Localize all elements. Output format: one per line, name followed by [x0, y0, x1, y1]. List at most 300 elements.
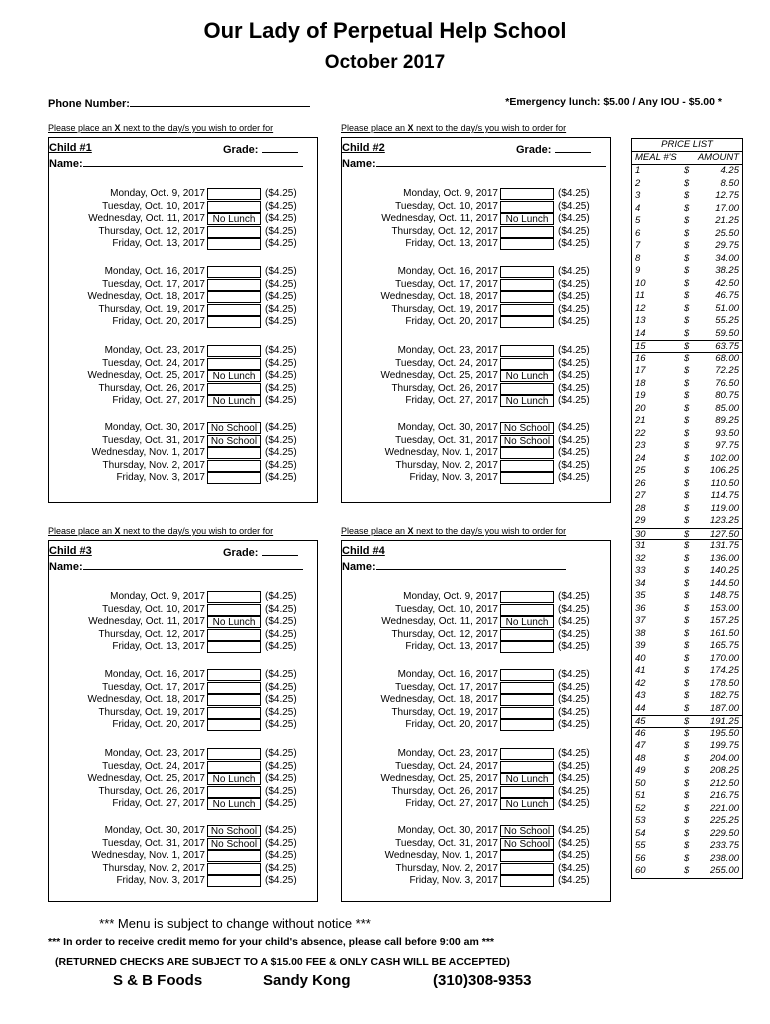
order-checkbox[interactable]	[500, 707, 554, 719]
order-day-row	[342, 694, 610, 707]
meal-amount: 178.50	[709, 677, 739, 689]
order-checkbox[interactable]	[207, 238, 261, 250]
meal-count: 46	[635, 727, 646, 739]
name-line[interactable]	[376, 156, 606, 167]
meal-count: 17	[635, 365, 646, 376]
name-field[interactable]	[49, 156, 303, 170]
order-checkbox[interactable]: No School	[500, 422, 554, 434]
currency-symbol: $	[684, 190, 690, 201]
meal-count: 34	[635, 577, 646, 589]
day-date: Thursday, Nov. 2, 2017	[395, 459, 498, 471]
meal-amount: 148.75	[709, 590, 739, 601]
meal-count: 38	[635, 627, 646, 639]
price-row	[632, 265, 742, 278]
company-name: S & B Foods	[113, 972, 203, 989]
order-checkbox[interactable]: No School	[207, 838, 261, 850]
day-price: ($4.25)	[558, 395, 590, 407]
day-date: Wednesday, Oct. 25, 2017	[87, 773, 205, 785]
order-checkbox[interactable]: No Lunch	[500, 773, 554, 785]
day-price: ($4.25)	[265, 422, 297, 433]
order-day-row	[49, 395, 317, 408]
order-checkbox[interactable]	[500, 358, 554, 370]
day-price: ($4.25)	[558, 798, 590, 810]
currency-symbol: $	[684, 802, 690, 814]
order-checkbox[interactable]: No Lunch	[207, 798, 261, 810]
meal-count: 20	[635, 402, 646, 414]
order-checkbox[interactable]: No School	[207, 435, 261, 447]
phone-number-line[interactable]	[130, 96, 310, 107]
order-checkbox[interactable]	[500, 669, 554, 681]
order-checkbox[interactable]	[500, 345, 554, 357]
meal-amount: 170.00	[709, 652, 739, 664]
currency-symbol: $	[684, 515, 690, 526]
order-day-row	[342, 850, 610, 863]
meal-count: 33	[635, 565, 646, 576]
meal-amount: 38.25	[715, 265, 739, 276]
price-row	[632, 240, 742, 253]
day-date: Friday, Oct. 20, 2017	[112, 316, 205, 328]
order-checkbox[interactable]	[207, 447, 261, 459]
day-price: ($4.25)	[265, 225, 297, 237]
page-title: Our Lady of Perpetual Help School	[203, 18, 567, 43]
price-row	[632, 228, 742, 241]
order-checkbox[interactable]	[207, 226, 261, 238]
currency-symbol: $	[684, 177, 690, 189]
order-checkbox[interactable]	[207, 682, 261, 694]
meal-amount: 42.50	[715, 277, 739, 289]
day-date: Thursday, Oct. 26, 2017	[98, 785, 205, 797]
currency-symbol: $	[684, 227, 690, 239]
meal-count: 35	[635, 590, 646, 601]
order-checkbox[interactable]	[500, 748, 554, 760]
order-checkbox[interactable]	[207, 669, 261, 681]
grade-field[interactable]	[223, 142, 298, 156]
meal-count: 56	[635, 852, 646, 864]
order-checkbox[interactable]: No Lunch	[207, 616, 261, 628]
price-row	[632, 640, 742, 653]
meal-amount: 131.75	[709, 540, 739, 551]
order-checkbox[interactable]	[207, 850, 261, 862]
grade-label: Grade:	[223, 144, 259, 156]
currency-symbol: $	[684, 402, 690, 414]
meal-amount: 221.00	[709, 802, 739, 814]
meal-count: 4	[635, 202, 641, 214]
name-field[interactable]	[342, 156, 606, 170]
meal-count: 25	[635, 465, 646, 476]
day-price: ($4.25)	[265, 616, 297, 628]
day-date: Wednesday, Oct. 11, 2017	[88, 213, 205, 225]
grade-line[interactable]	[262, 545, 298, 556]
order-day-row	[49, 266, 317, 279]
meal-count: 51	[635, 790, 646, 801]
price-row	[632, 528, 742, 541]
meal-amount: 29.75	[715, 240, 739, 251]
order-checkbox[interactable]	[207, 875, 261, 887]
order-checkbox[interactable]: No School	[500, 838, 554, 850]
order-checkbox[interactable]	[500, 279, 554, 291]
order-checkbox[interactable]	[500, 266, 554, 278]
child-heading: Child #4	[342, 545, 385, 557]
meal-count: 29	[635, 515, 646, 526]
name-field[interactable]	[342, 559, 566, 573]
order-checkbox[interactable]	[500, 641, 554, 653]
order-checkbox[interactable]	[500, 472, 554, 484]
order-day-row	[342, 591, 610, 604]
order-checkbox[interactable]: No School	[207, 825, 261, 837]
meal-amount: 174.25	[709, 665, 739, 676]
order-checkbox[interactable]	[500, 694, 554, 706]
day-date: Tuesday, Oct. 10, 2017	[395, 603, 498, 615]
order-checkbox[interactable]	[500, 383, 554, 395]
day-date: Thursday, Oct. 19, 2017	[391, 706, 498, 718]
currency-symbol: $	[684, 577, 690, 589]
day-date: Wednesday, Oct. 25, 2017	[380, 370, 498, 382]
order-checkbox[interactable]	[207, 786, 261, 798]
order-day-row	[49, 748, 317, 761]
day-date: Tuesday, Oct. 17, 2017	[102, 681, 205, 693]
order-day-row	[49, 279, 317, 292]
currency-symbol: $	[684, 690, 690, 701]
order-day-row	[342, 825, 610, 838]
price-row	[632, 690, 742, 703]
order-checkbox[interactable]	[207, 694, 261, 706]
price-row	[632, 815, 742, 828]
meals-column-header: MEAL #'S	[635, 152, 677, 163]
order-checkbox[interactable]	[207, 719, 261, 731]
order-day-row	[49, 604, 317, 617]
order-day-row	[49, 629, 317, 642]
price-row	[632, 865, 742, 878]
day-date: Monday, Oct. 30, 2017	[397, 422, 498, 433]
order-checkbox[interactable]	[207, 460, 261, 472]
order-checkbox[interactable]	[207, 707, 261, 719]
day-price: ($4.25)	[265, 447, 297, 459]
order-day-row	[49, 641, 317, 654]
order-checkbox[interactable]	[500, 682, 554, 694]
order-checkbox[interactable]: No Lunch	[500, 798, 554, 810]
day-price: ($4.25)	[558, 370, 590, 382]
currency-symbol: $	[684, 365, 690, 376]
order-checkbox[interactable]	[207, 383, 261, 395]
meal-count: 43	[635, 690, 646, 701]
order-checkbox[interactable]: No School	[500, 825, 554, 837]
order-checkbox[interactable]	[500, 316, 554, 328]
day-date: Friday, Nov. 3, 2017	[116, 875, 205, 887]
order-day-row	[342, 838, 610, 851]
grade-line[interactable]	[262, 142, 298, 153]
order-checkbox[interactable]	[207, 748, 261, 760]
phone-number-field[interactable]	[48, 96, 310, 110]
meal-amount: 161.50	[709, 627, 739, 639]
order-checkbox[interactable]	[207, 266, 261, 278]
order-checkbox[interactable]: No Lunch	[500, 370, 554, 382]
price-row	[632, 290, 742, 303]
meal-amount: 89.25	[715, 415, 739, 426]
meal-amount: 76.50	[715, 377, 739, 389]
order-checkbox[interactable]	[500, 201, 554, 213]
meal-count: 55	[635, 840, 646, 851]
day-date: Monday, Oct. 23, 2017	[104, 345, 205, 356]
meal-count: 10	[635, 277, 646, 289]
order-checkbox[interactable]	[500, 591, 554, 603]
meal-count: 54	[635, 827, 646, 839]
meal-count: 5	[635, 215, 641, 226]
price-row	[632, 853, 742, 866]
order-checkbox[interactable]	[207, 279, 261, 291]
order-checkbox[interactable]: No School	[500, 435, 554, 447]
currency-symbol: $	[684, 615, 690, 626]
day-date: Tuesday, Oct. 24, 2017	[395, 357, 498, 369]
price-row	[632, 540, 742, 553]
day-date: Friday, Oct. 27, 2017	[112, 395, 205, 407]
order-day-row	[49, 591, 317, 604]
meal-amount: 225.25	[709, 815, 739, 826]
meal-count: 52	[635, 802, 646, 814]
order-day-row	[342, 641, 610, 654]
meal-amount: 63.75	[715, 341, 739, 352]
meal-amount: 114.75	[710, 490, 739, 501]
day-date: Thursday, Nov. 2, 2017	[102, 459, 205, 471]
meal-count: 39	[635, 640, 646, 651]
order-checkbox[interactable]	[207, 345, 261, 357]
grade-field[interactable]	[223, 545, 298, 559]
grade-field[interactable]	[516, 142, 591, 156]
currency-symbol: $	[684, 215, 690, 226]
day-price: ($4.25)	[265, 719, 297, 731]
currency-symbol: $	[684, 240, 690, 251]
meal-amount: 59.50	[715, 327, 739, 339]
phone-label: Phone Number:	[48, 98, 130, 110]
name-label: Name:	[342, 561, 376, 573]
page-subtitle: October 2017	[324, 52, 446, 73]
currency-symbol: $	[684, 665, 690, 676]
day-date: Monday, Oct. 23, 2017	[104, 748, 205, 759]
order-checkbox[interactable]	[500, 188, 554, 200]
order-checkbox[interactable]	[500, 447, 554, 459]
meal-amount: 102.00	[709, 452, 739, 464]
meal-amount: 119.00	[710, 502, 739, 514]
meal-amount: 97.75	[715, 440, 739, 451]
order-day-row	[49, 291, 317, 304]
meal-count: 2	[635, 177, 641, 189]
order-checkbox[interactable]	[207, 472, 261, 484]
day-date: Thursday, Oct. 26, 2017	[391, 785, 498, 797]
order-day-row	[342, 472, 610, 485]
price-list-rows	[632, 165, 742, 878]
day-date: Monday, Oct. 23, 2017	[397, 748, 498, 759]
order-checkbox[interactable]	[500, 850, 554, 862]
price-row	[632, 590, 742, 603]
currency-symbol: $	[684, 265, 690, 276]
day-date: Monday, Oct. 9, 2017	[110, 591, 205, 602]
order-day-row	[49, 875, 317, 888]
day-date: Thursday, Oct. 12, 2017	[391, 628, 498, 640]
order-day-row	[49, 838, 317, 851]
order-checkbox[interactable]	[207, 201, 261, 213]
day-price: ($4.25)	[558, 238, 590, 250]
day-date: Tuesday, Oct. 10, 2017	[395, 200, 498, 212]
day-price: ($4.25)	[558, 748, 590, 759]
price-row	[632, 553, 742, 566]
name-field[interactable]	[49, 559, 303, 573]
currency-symbol: $	[684, 727, 690, 739]
order-day-row	[49, 316, 317, 329]
meal-count: 48	[635, 752, 646, 764]
order-day-row	[342, 304, 610, 317]
order-checkbox[interactable]	[207, 591, 261, 603]
day-date: Tuesday, Oct. 31, 2017	[395, 837, 498, 849]
day-price: ($4.25)	[265, 641, 297, 653]
order-day-row	[342, 291, 610, 304]
day-price: ($4.25)	[558, 641, 590, 653]
order-checkbox[interactable]	[207, 304, 261, 316]
day-price: ($4.25)	[265, 395, 297, 407]
day-price: ($4.25)	[558, 213, 590, 225]
day-date: Friday, Oct. 20, 2017	[405, 719, 498, 731]
order-checkbox[interactable]	[207, 863, 261, 875]
day-date: Thursday, Oct. 19, 2017	[98, 303, 205, 315]
instruction-text: Please place an X next to the day/s you wish to order for	[48, 526, 274, 536]
name-line[interactable]	[83, 559, 303, 570]
order-day-row	[342, 669, 610, 682]
day-date: Monday, Oct. 30, 2017	[397, 825, 498, 836]
order-day-row	[49, 201, 317, 214]
currency-symbol: $	[684, 302, 690, 314]
order-checkbox[interactable]	[500, 629, 554, 641]
order-day-row	[342, 395, 610, 408]
meal-count: 42	[635, 677, 646, 689]
day-price: ($4.25)	[265, 459, 297, 471]
currency-symbol: $	[684, 590, 690, 601]
order-day-row	[342, 604, 610, 617]
meal-count: 37	[635, 615, 646, 626]
order-checkbox[interactable]	[207, 188, 261, 200]
order-checkbox[interactable]	[207, 629, 261, 641]
day-price: ($4.25)	[558, 706, 590, 718]
meal-count: 11	[635, 290, 645, 301]
day-price: ($4.25)	[265, 370, 297, 382]
contact-name: Sandy Kong	[263, 972, 351, 989]
instruction-text: Please place an X next to the day/s you wish to order for	[341, 123, 567, 133]
meal-count: 26	[635, 477, 646, 489]
order-day-row	[342, 616, 610, 629]
grade-line[interactable]	[555, 142, 591, 153]
order-day-row	[49, 383, 317, 396]
day-date: Wednesday, Nov. 1, 2017	[384, 850, 498, 862]
name-label: Name:	[342, 158, 376, 170]
order-checkbox[interactable]	[207, 604, 261, 616]
meal-count: 53	[635, 815, 646, 826]
order-checkbox[interactable]	[500, 291, 554, 303]
order-checkbox[interactable]	[207, 316, 261, 328]
order-checkbox[interactable]: No Lunch	[500, 616, 554, 628]
price-row	[632, 253, 742, 266]
order-checkbox[interactable]	[500, 875, 554, 887]
order-checkbox[interactable]: No Lunch	[207, 773, 261, 785]
child-heading: Child #2	[342, 142, 385, 154]
day-date: Tuesday, Oct. 10, 2017	[102, 603, 205, 615]
currency-symbol: $	[684, 528, 690, 540]
price-row	[632, 440, 742, 453]
meal-amount: 21.25	[715, 215, 739, 226]
order-checkbox[interactable]	[207, 641, 261, 653]
order-checkbox[interactable]	[207, 358, 261, 370]
price-row	[632, 215, 742, 228]
meal-amount: 68.00	[715, 352, 739, 364]
day-price: ($4.25)	[265, 825, 297, 836]
price-row	[632, 428, 742, 441]
currency-symbol: $	[684, 827, 690, 839]
price-list	[631, 138, 743, 879]
day-date: Tuesday, Oct. 31, 2017	[102, 434, 205, 446]
day-date: Friday, Oct. 20, 2017	[112, 719, 205, 731]
order-checkbox[interactable]	[207, 761, 261, 773]
child-4-order-box	[341, 540, 611, 902]
meal-count: 9	[635, 265, 641, 276]
order-checkbox[interactable]	[207, 291, 261, 303]
meal-count: 12	[635, 302, 646, 314]
price-row	[632, 390, 742, 403]
order-checkbox[interactable]	[500, 786, 554, 798]
currency-symbol: $	[684, 327, 690, 339]
day-date: Tuesday, Oct. 10, 2017	[102, 200, 205, 212]
order-checkbox[interactable]: No Lunch	[207, 370, 261, 382]
order-day-row	[342, 748, 610, 761]
order-day-row	[49, 447, 317, 460]
name-line[interactable]	[376, 559, 566, 570]
order-checkbox[interactable]: No Lunch	[500, 395, 554, 407]
day-date: Wednesday, Oct. 18, 2017	[380, 694, 498, 706]
order-checkbox[interactable]	[500, 761, 554, 773]
day-price: ($4.25)	[558, 291, 590, 303]
meal-count: 7	[635, 240, 641, 251]
day-price: ($4.25)	[558, 303, 590, 315]
day-date: Tuesday, Oct. 31, 2017	[102, 837, 205, 849]
price-row	[632, 715, 742, 728]
price-row	[632, 303, 742, 316]
order-checkbox[interactable]	[500, 238, 554, 250]
order-day-row	[342, 761, 610, 774]
meal-amount: 80.75	[715, 390, 739, 401]
order-checkbox[interactable]	[500, 304, 554, 316]
order-checkbox[interactable]	[500, 719, 554, 731]
price-row	[632, 615, 742, 628]
order-day-row	[342, 773, 610, 786]
meal-amount: 4.25	[720, 165, 739, 176]
meal-amount: 233.75	[709, 840, 739, 851]
day-price: ($4.25)	[265, 238, 297, 250]
order-day-row	[342, 188, 610, 201]
order-checkbox[interactable]	[500, 460, 554, 472]
order-checkbox[interactable]: No School	[207, 422, 261, 434]
order-checkbox[interactable]	[500, 863, 554, 875]
day-date: Tuesday, Oct. 17, 2017	[102, 278, 205, 290]
order-day-row	[49, 825, 317, 838]
day-price: ($4.25)	[265, 748, 297, 759]
currency-symbol: $	[684, 290, 690, 301]
order-checkbox[interactable]	[500, 226, 554, 238]
order-checkbox[interactable]: No Lunch	[207, 213, 261, 225]
name-line[interactable]	[83, 156, 303, 167]
order-checkbox[interactable]: No Lunch	[207, 395, 261, 407]
order-checkbox[interactable]: No Lunch	[500, 213, 554, 225]
day-date: Wednesday, Nov. 1, 2017	[91, 447, 205, 459]
currency-symbol: $	[684, 790, 690, 801]
order-checkbox[interactable]	[500, 604, 554, 616]
currency-symbol: $	[684, 652, 690, 664]
currency-symbol: $	[684, 702, 690, 714]
day-price: ($4.25)	[558, 719, 590, 731]
